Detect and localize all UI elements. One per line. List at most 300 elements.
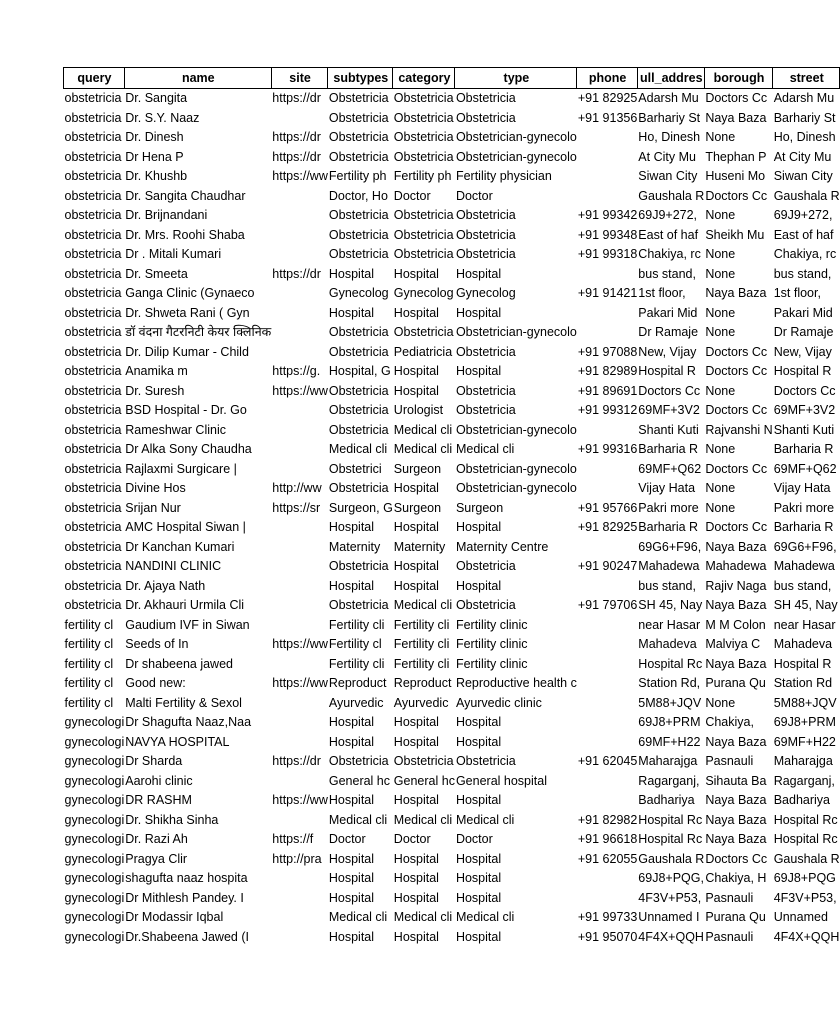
- table-cell: Obstetricia: [328, 149, 389, 164]
- table-cell: Gaushala R: [773, 851, 840, 866]
- table-cell: Purana Qu: [705, 910, 766, 924]
- table-cell: Obstetricia: [393, 247, 454, 261]
- table-cell: Ragarganj,: [773, 773, 835, 788]
- column-header-query: query: [64, 68, 125, 89]
- table-row: [64, 713, 840, 733]
- table-cell: Medical cli: [393, 442, 453, 456]
- table-cell: Hospital: [455, 715, 502, 729]
- table-cell: +91 99342: [577, 208, 638, 222]
- table-cell: Pakri more: [773, 500, 835, 515]
- table-cell: obstetricia: [64, 91, 122, 105]
- table-cell: Hospital: [393, 364, 439, 378]
- table-cell: Mahadeva: [773, 637, 833, 651]
- table-cell: 4F3V+P53,: [773, 890, 837, 905]
- table-cell: +91 82989: [577, 364, 638, 378]
- table-cell: Ayurvedic clinic: [455, 695, 542, 710]
- table-row: [64, 460, 840, 480]
- table-cell: Hospital: [455, 305, 502, 320]
- table-cell: +91 62055: [577, 851, 638, 866]
- table-cell: Maternity Centre: [455, 539, 549, 554]
- table-row: [64, 674, 840, 694]
- table-cell: Reproduct: [328, 676, 387, 690]
- table-cell: [577, 187, 637, 207]
- table-cell: [271, 596, 328, 616]
- table-cell: Good new:: [125, 676, 186, 690]
- table-cell: [577, 167, 637, 187]
- table-cell: Dr. Dilip Kumar - Child: [125, 344, 249, 359]
- table-cell: Doctors Cc: [705, 851, 768, 866]
- table-cell: https://f: [272, 832, 314, 846]
- table-cell: SH 45, Nay: [773, 598, 838, 612]
- table-cell: Naya Baza: [705, 812, 767, 827]
- table-cell: Fertility ph: [393, 169, 452, 183]
- table-cell: Hospital: [328, 305, 375, 320]
- table-cell: General hc: [393, 773, 455, 788]
- table-cell: [271, 518, 328, 538]
- table-cell: Hospital: [328, 578, 375, 593]
- table-cell: Dr Alka Sony Chaudha: [125, 442, 252, 456]
- table-cell: obstetricia: [64, 461, 122, 476]
- table-cell: Vijay Hata: [638, 481, 696, 495]
- table-cell: Barhariy St: [773, 110, 836, 125]
- table-cell: +91 99316: [577, 442, 638, 456]
- table-cell: Shanti Kuti: [638, 422, 699, 437]
- table-cell: At City Mu: [638, 149, 696, 164]
- table-cell: Dr. Sangita Chaudhar: [125, 188, 246, 203]
- table-cell: Dr. Suresh: [125, 383, 185, 398]
- table-cell: Obstetricia: [328, 383, 389, 398]
- table-row: [64, 869, 840, 889]
- table-cell: Hospital: [393, 559, 439, 573]
- table-cell: None: [705, 305, 736, 320]
- table-cell: Hospital: [393, 929, 439, 944]
- table-row: [64, 596, 840, 616]
- table-cell: Obstetricia: [328, 344, 389, 359]
- table-cell: +91 99733: [577, 910, 638, 924]
- table-row: [64, 479, 840, 499]
- table-row: [64, 245, 840, 265]
- table-cell: [271, 206, 328, 226]
- table-cell: Dr. Mrs. Roohi Shaba: [125, 227, 245, 242]
- table-cell: [271, 226, 328, 246]
- table-cell: Dr Ramaje: [638, 325, 699, 339]
- table-cell: Obstetricia: [393, 110, 454, 125]
- table-cell: Gaushala R: [638, 851, 705, 866]
- table-row: [64, 928, 840, 948]
- table-cell: Obstetricia: [455, 383, 516, 398]
- table-cell: Dr. Smeeta: [125, 266, 188, 281]
- table-cell: 4F3V+P53,: [638, 890, 702, 905]
- table-cell: General hc: [328, 773, 391, 788]
- table-cell: Naya Baza: [705, 832, 767, 846]
- table-cell: Hospital: [393, 890, 439, 905]
- table-cell: Gynecolog: [393, 286, 454, 300]
- table-cell: Hospital: [393, 481, 439, 495]
- table-cell: Reproduct: [393, 676, 452, 690]
- table-cell: [271, 304, 328, 324]
- table-cell: Hospital: [328, 715, 375, 729]
- table-cell: [577, 128, 637, 148]
- table-cell: Fertility clinic: [455, 637, 528, 651]
- table-cell: gynecologi: [64, 910, 125, 924]
- table-cell: Surgeon, G: [328, 500, 393, 515]
- table-cell: Dr. S.Y. Naaz: [125, 110, 200, 125]
- table-cell: Obstetricia: [455, 208, 516, 222]
- table-cell: New, Vijay: [773, 344, 832, 359]
- table-cell: Medical cli: [393, 598, 453, 612]
- table-cell: Obstetricia: [393, 227, 454, 242]
- table-cell: +91 82925: [577, 520, 638, 534]
- table-cell: Hospital, G: [328, 364, 391, 378]
- column-header-street: street: [773, 68, 840, 89]
- table-cell: Obstetricia: [455, 91, 516, 105]
- table-cell: gynecologi: [64, 793, 125, 807]
- table-row: [64, 128, 840, 148]
- table-cell: Obstetricia: [455, 110, 516, 125]
- table-cell: Divine Hos: [125, 481, 186, 495]
- table-cell: Doctor: [393, 188, 431, 203]
- table-row: [64, 226, 840, 246]
- table-cell: 4F4X+QQH: [638, 929, 704, 944]
- table-cell: +91 99312: [577, 403, 638, 417]
- table-cell: Doctor: [393, 832, 431, 846]
- table-cell: Obstetricia: [328, 91, 389, 105]
- table-row: [64, 772, 840, 792]
- table-row: [64, 752, 840, 772]
- table-cell: [577, 713, 637, 733]
- table-cell: Seeds of In: [125, 637, 189, 651]
- table-cell: [577, 421, 637, 441]
- column-header-type: type: [455, 68, 577, 89]
- table-cell: Mahadewa: [773, 559, 835, 573]
- table-cell: Hospital: [328, 734, 375, 749]
- table-cell: gynecologi: [64, 715, 125, 729]
- table-cell: Hospital: [328, 520, 375, 534]
- table-cell: Hospital: [455, 793, 502, 807]
- table-cell: fertility cl: [64, 656, 114, 671]
- table-cell: None: [705, 208, 736, 222]
- table-cell: gynecologi: [64, 734, 125, 749]
- table-cell: gynecologi: [64, 754, 125, 768]
- table-cell: [577, 304, 637, 324]
- table-cell: 69J8+PQG: [773, 871, 836, 885]
- table-cell: https://dr: [272, 130, 321, 144]
- table-cell: https://dr: [272, 754, 321, 768]
- table-cell: None: [705, 325, 736, 339]
- table-cell: +91 90247: [577, 559, 638, 573]
- table-cell: Urologist: [393, 403, 444, 417]
- table-cell: Fertility clinic: [455, 656, 528, 671]
- table-cell: +91 62045: [577, 754, 638, 768]
- table-cell: https://ww: [272, 383, 328, 398]
- table-row: [64, 343, 840, 363]
- table-cell: M M Colon: [705, 617, 766, 632]
- table-row: [64, 557, 840, 577]
- table-cell: Dr. Akhauri Urmila Cli: [125, 598, 245, 612]
- table-cell: Naya Baza: [705, 793, 767, 807]
- table-cell: obstetricia: [64, 247, 122, 261]
- table-cell: East of haf: [638, 227, 699, 242]
- table-cell: Station Rd: [773, 676, 833, 690]
- table-cell: obstetricia: [64, 500, 122, 515]
- table-cell: Pakari Mid: [638, 305, 698, 320]
- table-cell: Medical cli: [328, 910, 388, 924]
- table-cell: Dr Modassir Iqbal: [125, 910, 224, 924]
- table-cell: Doctors Cc: [705, 364, 768, 378]
- table-cell: 69MF+H22: [638, 734, 701, 749]
- table-cell: http://pra: [272, 851, 322, 866]
- table-cell: Anamika m: [125, 364, 188, 378]
- table-cell: +91 95070: [577, 929, 638, 944]
- table-cell: gynecologi: [64, 929, 125, 944]
- table-cell: Dr. Khushb: [125, 169, 188, 183]
- table-cell: Ayurvedic: [393, 695, 449, 710]
- table-row: [64, 421, 840, 441]
- table-cell: Hospital: [455, 266, 502, 281]
- table-cell: Fertility cl: [328, 637, 382, 651]
- table-cell: Hospital: [393, 305, 439, 320]
- table-cell: [577, 479, 637, 499]
- table-cell: Hospital: [393, 871, 439, 885]
- table-row: [64, 518, 840, 538]
- table-cell: https://ww: [272, 637, 328, 651]
- table-row: [64, 830, 840, 850]
- table-cell: [271, 284, 328, 304]
- table-cell: Ho, Dinesh: [638, 130, 701, 144]
- table-cell: Pasnauli: [705, 929, 754, 944]
- table-row: [64, 538, 840, 558]
- table-cell: None: [705, 247, 736, 261]
- table-cell: gynecologi: [64, 832, 125, 846]
- header-row: [64, 68, 840, 89]
- table-cell: obstetricia: [64, 305, 122, 320]
- table-cell: Naya Baza: [705, 286, 767, 300]
- table-cell: Dr Sharda: [125, 754, 183, 768]
- table-cell: Dr. Shweta Rani ( Gyn: [125, 305, 250, 320]
- table-cell: 69MF+Q62: [773, 461, 837, 476]
- table-cell: 69MF+3V2: [638, 403, 700, 417]
- table-cell: Gynecolog: [455, 286, 516, 300]
- table-cell: Hospital: [455, 734, 502, 749]
- table-cell: Gaudium IVF in Siwan: [125, 617, 250, 632]
- table-cell: Hospital: [455, 890, 502, 905]
- table-cell: Hospital: [393, 851, 439, 866]
- table-cell: obstetricia: [64, 364, 122, 378]
- table-row: [64, 499, 840, 519]
- table-cell: Obstetricia: [393, 754, 454, 768]
- table-cell: Vijay Hata: [773, 481, 831, 495]
- table-cell: Obstetricia: [393, 91, 454, 105]
- table-cell: Hospital Rc: [773, 812, 838, 827]
- table-cell: obstetricia: [64, 539, 122, 554]
- table-cell: [271, 460, 328, 480]
- table-cell: Obstetricia: [455, 598, 516, 612]
- table-cell: Surgeon: [393, 500, 442, 515]
- table-cell: SH 45, Nay: [638, 598, 703, 612]
- table-cell: Medical cli: [455, 910, 515, 924]
- table-cell: obstetricia: [64, 520, 122, 534]
- table-cell: Chakiya, H: [705, 871, 767, 885]
- table-cell: BSD Hospital - Dr. Go: [125, 403, 247, 417]
- column-header-subtypes: subtypes: [328, 68, 393, 89]
- table-cell: Obstetrician-gynecolo: [455, 422, 577, 437]
- table-cell: Hospital: [328, 890, 375, 905]
- table-cell: Hospital: [455, 929, 502, 944]
- table-cell: Shanti Kuti: [773, 422, 835, 437]
- table-cell: Hospital: [455, 851, 502, 866]
- table-cell: Pasnauli: [705, 890, 754, 905]
- table-cell: Unnamed I: [638, 910, 700, 924]
- table-cell: Fertility clinic: [455, 617, 528, 632]
- table-cell: obstetricia: [64, 344, 122, 359]
- table-cell: Hospital: [393, 578, 439, 593]
- table-cell: obstetricia: [64, 130, 122, 144]
- table-row: [64, 850, 840, 870]
- table-cell: Adarsh Mu: [638, 91, 699, 105]
- table-cell: bus stand,: [773, 578, 832, 593]
- table-cell: Obstetricia: [328, 227, 389, 242]
- table-cell: Obstetricia: [393, 325, 454, 339]
- table-cell: Pediatricia: [393, 344, 453, 359]
- table-cell: Huseni Mo: [705, 169, 766, 183]
- table-cell: Hospital: [393, 383, 439, 398]
- table-cell: [271, 889, 328, 909]
- table-cell: obstetricia: [64, 325, 122, 339]
- table-cell: Rajlaxmi Surgicare |: [125, 461, 237, 476]
- table-cell: Hospital: [455, 364, 502, 378]
- table-cell: Reproductive health c: [455, 676, 577, 690]
- table-cell: Doctors Cc: [705, 188, 768, 203]
- table-cell: [577, 460, 637, 480]
- table-row: [64, 187, 840, 207]
- table-cell: Dr.Shabeena Jawed (I: [125, 929, 249, 944]
- table-cell: None: [705, 383, 736, 398]
- table-cell: +91 82925: [577, 91, 638, 105]
- table-cell: 69MF+H22: [773, 734, 836, 749]
- table-cell: Barhariy St: [638, 110, 701, 125]
- table-cell: Dr . Mitali Kumari: [125, 247, 222, 261]
- table-cell: Dr. Dinesh: [125, 130, 184, 144]
- column-header-category: category: [393, 68, 455, 89]
- table-cell: Obstetrician-gynecolo: [455, 149, 577, 164]
- spreadsheet: [63, 67, 840, 947]
- table-cell: Hospital: [455, 871, 502, 885]
- table-cell: Dr Kanchan Kumari: [125, 539, 235, 554]
- table-row: [64, 635, 840, 655]
- table-cell: Doctor: [455, 832, 493, 846]
- table-cell: Mahadeva: [638, 637, 697, 651]
- table-cell: gynecologi: [64, 871, 125, 885]
- table-cell: Obstetricia: [455, 754, 516, 768]
- table-cell: Medical cli: [393, 812, 453, 827]
- table-cell: [271, 694, 328, 714]
- table-cell: [577, 674, 637, 694]
- table-cell: Doctors Cc: [705, 520, 768, 534]
- table-cell: Malti Fertility & Sexol: [125, 695, 242, 710]
- table-cell: [271, 538, 328, 558]
- table-cell: Obstetricia: [455, 227, 516, 242]
- table-cell: Hospital: [328, 929, 375, 944]
- table-cell: 69MF+3V2: [773, 403, 836, 417]
- table-cell: Hospital: [328, 871, 375, 885]
- table-cell: obstetricia: [64, 208, 122, 222]
- table-cell: 69G6+F96,: [638, 539, 702, 554]
- table-cell: Obstetricia: [393, 130, 454, 144]
- table-cell: Doctor: [328, 832, 366, 846]
- table-cell: obstetricia: [64, 578, 122, 593]
- table-cell: [577, 889, 637, 909]
- table-cell: Hospital R: [773, 656, 832, 671]
- column-header-borough: borough: [704, 68, 772, 89]
- table-row: [64, 733, 840, 753]
- table-cell: Fertility cli: [328, 656, 385, 671]
- table-cell: [271, 187, 328, 207]
- table-cell: https://sr: [272, 500, 321, 515]
- table-cell: shagufta naaz hospita: [125, 871, 248, 885]
- table-cell: [271, 440, 328, 460]
- table-cell: Pasnauli: [705, 754, 754, 768]
- table-cell: Dr Ramaje: [773, 325, 834, 339]
- table-cell: near Hasar: [773, 617, 836, 632]
- table-cell: Obstetricia: [328, 110, 389, 125]
- table-cell: Dr. Sangita: [125, 91, 188, 105]
- table-cell: General hospital: [455, 773, 547, 788]
- table-cell: Fertility cli: [328, 617, 385, 632]
- table-cell: fertility cl: [64, 617, 114, 632]
- table-cell: Ayurvedic: [328, 695, 384, 710]
- table-row: [64, 694, 840, 714]
- table-cell: Obstetrici: [328, 461, 382, 476]
- table-cell: At City Mu: [773, 149, 832, 164]
- table-row: [64, 382, 840, 402]
- table-cell: Fertility cli: [393, 656, 450, 671]
- table-row: [64, 284, 840, 304]
- table-cell: None: [705, 442, 736, 456]
- table-row: [64, 167, 840, 187]
- table-cell: Hospital: [328, 266, 375, 281]
- table-cell: Sheikh Mu: [705, 227, 765, 242]
- table-cell: obstetricia: [64, 559, 122, 573]
- table-cell: Badhariya: [773, 793, 830, 807]
- table-cell: Medical cli: [455, 442, 515, 456]
- table-cell: Obstetricia: [328, 481, 389, 495]
- table-cell: Obstetricia: [328, 598, 389, 612]
- table-cell: None: [705, 695, 736, 710]
- table-row: [64, 109, 840, 129]
- table-cell: [577, 655, 637, 675]
- data-table: [63, 67, 840, 947]
- table-cell: Hospital: [393, 520, 439, 534]
- table-cell: [577, 733, 637, 753]
- table-cell: https://ww: [272, 793, 328, 807]
- table-cell: Obstetricia: [328, 208, 389, 222]
- table-cell: Maharajga: [638, 754, 698, 768]
- table-row: [64, 908, 840, 928]
- table-cell: Naya Baza: [705, 539, 767, 554]
- table-cell: AMC Hospital Siwan |: [125, 520, 246, 534]
- table-cell: Fertility cli: [393, 637, 450, 651]
- table-cell: Obstetrician-gynecolo: [455, 325, 577, 339]
- table-cell: 1st floor,: [773, 286, 821, 300]
- table-cell: Thephan P: [705, 149, 767, 164]
- table-cell: DR RASHM: [125, 793, 192, 807]
- table-cell: gynecologi: [64, 851, 125, 866]
- table-row: [64, 889, 840, 909]
- table-cell: [271, 245, 328, 265]
- table-cell: [271, 616, 328, 636]
- table-cell: Naya Baza: [705, 110, 767, 125]
- table-cell: Doctors Cc: [773, 383, 836, 398]
